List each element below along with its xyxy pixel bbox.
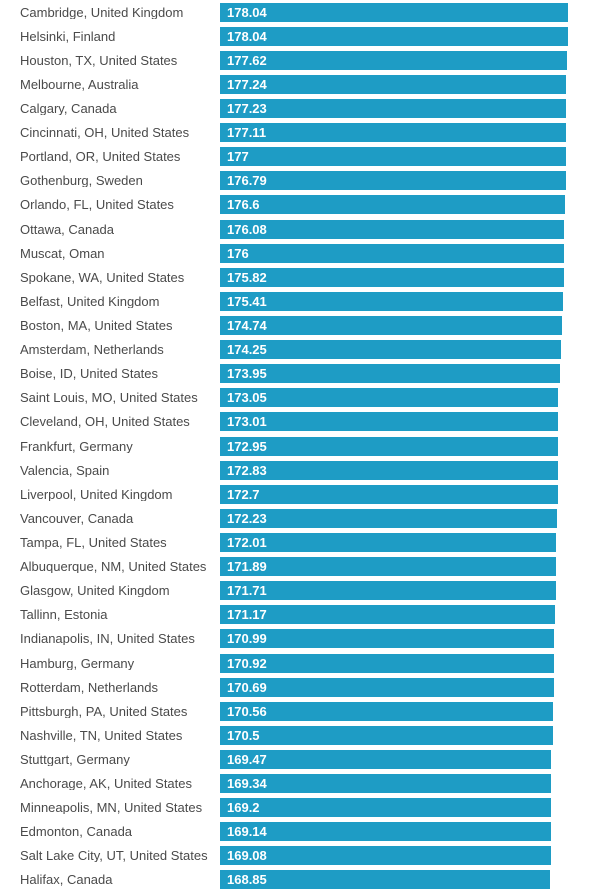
chart-row: [0, 651, 613, 675]
chart-row: [0, 24, 613, 48]
value-bar: [220, 27, 568, 46]
value-bar: [220, 678, 554, 697]
bar-value-label: 171.17: [227, 607, 267, 623]
bar-value-label: 170.92: [227, 655, 267, 671]
value-bar: [220, 340, 561, 359]
bar-value-label: 169.2: [227, 800, 260, 816]
value-bar: [220, 388, 558, 407]
bar-value-label: 169.47: [227, 751, 267, 767]
value-bar: [220, 774, 551, 793]
value-bar: [220, 654, 554, 673]
bar-value-label: 174.74: [227, 317, 267, 333]
value-bar: [220, 220, 564, 239]
category-label: Vancouver, Canada: [20, 511, 134, 525]
chart-row: [0, 48, 613, 72]
chart-row: [0, 603, 613, 627]
category-label: Ottawa, Canada: [20, 222, 114, 236]
bar-value-label: 172.7: [227, 486, 260, 502]
value-bar: [220, 509, 557, 528]
chart-row: [0, 458, 613, 482]
value-bar: [220, 726, 553, 745]
category-label: Tampa, FL, United States: [20, 535, 167, 549]
value-bar: [220, 412, 558, 431]
category-label: Nashville, TN, United States: [20, 728, 183, 742]
bar-value-label: 177.23: [227, 100, 267, 116]
bar-value-label: 176.08: [227, 221, 267, 237]
value-bar: [220, 846, 551, 865]
category-label: Saint Louis, MO, United States: [20, 391, 198, 405]
value-bar: [220, 870, 550, 889]
bar-value-label: 173.05: [227, 390, 267, 406]
category-label: Melbourne, Australia: [20, 77, 139, 91]
chart-row: [0, 362, 613, 386]
bar-value-label: 169.34: [227, 776, 267, 792]
category-label: Halifax, Canada: [20, 873, 113, 887]
category-label: Indianapolis, IN, United States: [20, 632, 195, 646]
chart-row: [0, 72, 613, 96]
value-bar: [220, 292, 563, 311]
value-bar: [220, 461, 558, 480]
bar-value-label: 177.11: [227, 125, 267, 141]
value-bar: [220, 605, 555, 624]
value-bar: [220, 268, 564, 287]
bar-value-label: 170.5: [227, 727, 260, 743]
chart-row: [0, 338, 613, 362]
chart-row: [0, 820, 613, 844]
chart-row: [0, 169, 613, 193]
chart-row: [0, 506, 613, 530]
chart-row: [0, 723, 613, 747]
category-label: Calgary, Canada: [20, 101, 117, 115]
category-label: Anchorage, AK, United States: [20, 777, 192, 791]
chart-row: [0, 675, 613, 699]
bar-value-label: 178.04: [227, 4, 267, 20]
chart-row: [0, 772, 613, 796]
bar-value-label: 174.25: [227, 342, 267, 358]
bar-value-label: 169.08: [227, 848, 267, 864]
bar-value-label: 168.85: [227, 872, 267, 888]
bar-value-label: 177.24: [227, 76, 267, 92]
value-bar: [220, 3, 568, 22]
category-label: Cleveland, OH, United States: [20, 415, 190, 429]
category-label: Salt Lake City, UT, United States: [20, 849, 208, 863]
bar-value-label: 172.23: [227, 510, 267, 526]
category-label: Hamburg, Germany: [20, 656, 135, 670]
chart-row: [0, 699, 613, 723]
category-label: Cincinnati, OH, United States: [20, 126, 190, 140]
bar-value-label: 176.79: [227, 173, 267, 189]
bar-value-label: 176: [227, 245, 249, 261]
category-label: Boston, MA, United States: [20, 318, 173, 332]
category-label: Pittsburgh, PA, United States: [20, 704, 188, 718]
chart-row: [0, 482, 613, 506]
value-bar: [220, 798, 551, 817]
value-bar: [220, 195, 565, 214]
bar-value-label: 175.82: [227, 269, 267, 285]
category-label: Gothenburg, Sweden: [20, 174, 143, 188]
value-bar: [220, 533, 556, 552]
value-bar: [220, 123, 566, 142]
category-label: Edmonton, Canada: [20, 825, 133, 839]
value-bar: [220, 364, 560, 383]
bar-value-label: 170.56: [227, 703, 267, 719]
chart-row: [0, 530, 613, 554]
category-label: Cambridge, United Kingdom: [20, 5, 184, 19]
category-label: Rotterdam, Netherlands: [20, 680, 159, 694]
chart-row: [0, 844, 613, 868]
chart-row: [0, 555, 613, 579]
category-label: Houston, TX, United States: [20, 53, 178, 67]
value-bar: [220, 629, 554, 648]
chart-row: [0, 796, 613, 820]
chart-row: [0, 579, 613, 603]
value-bar: [220, 485, 558, 504]
category-label: Orlando, FL, United States: [20, 198, 174, 212]
category-label: Helsinki, Finland: [20, 29, 116, 43]
category-label: Albuquerque, NM, United States: [20, 560, 207, 574]
bar-value-label: 177: [227, 149, 249, 165]
value-bar: [220, 702, 553, 721]
chart-row: [0, 145, 613, 169]
bar-value-label: 170.69: [227, 679, 267, 695]
category-label: Spokane, WA, United States: [20, 270, 185, 284]
bar-value-label: 177.62: [227, 52, 267, 68]
chart-row: [0, 434, 613, 458]
chart-row: [0, 747, 613, 771]
bar-value-label: 173.95: [227, 366, 267, 382]
bar-value-label: 171.89: [227, 559, 267, 575]
category-label: Boise, ID, United States: [20, 367, 159, 381]
category-label: Belfast, United Kingdom: [20, 294, 160, 308]
chart-row: [0, 217, 613, 241]
category-label: Amsterdam, Netherlands: [20, 343, 164, 357]
value-bar: [220, 244, 564, 263]
bar-value-label: 176.6: [227, 197, 260, 213]
bar-value-label: 173.01: [227, 414, 267, 430]
category-label: Muscat, Oman: [20, 246, 105, 260]
value-bar: [220, 99, 566, 118]
bar-value-label: 172.83: [227, 462, 267, 478]
bar-value-label: 172.01: [227, 534, 267, 550]
value-bar: [220, 822, 551, 841]
category-label: Valencia, Spain: [20, 463, 110, 477]
category-label: Liverpool, United Kingdom: [20, 487, 173, 501]
chart-row: [0, 0, 613, 24]
category-label: Portland, OR, United States: [20, 150, 181, 164]
value-bar: [220, 171, 566, 190]
chart-row: [0, 868, 613, 892]
value-bar: [220, 557, 556, 576]
bar-value-label: 171.71: [227, 583, 267, 599]
category-label: Frankfurt, Germany: [20, 439, 133, 453]
category-label: Stuttgart, Germany: [20, 752, 130, 766]
bar-value-label: 169.14: [227, 824, 267, 840]
bar-value-label: 178.04: [227, 28, 267, 44]
bar-value-label: 172.95: [227, 438, 267, 454]
chart-row: [0, 241, 613, 265]
value-bar: [220, 750, 551, 769]
value-bar: [220, 437, 558, 456]
category-label: Minneapolis, MN, United States: [20, 801, 203, 815]
chart-row: [0, 313, 613, 337]
value-bar: [220, 147, 566, 166]
value-bar: [220, 581, 556, 600]
chart-row: [0, 627, 613, 651]
chart-row: [0, 265, 613, 289]
value-bar: [220, 51, 567, 70]
chart-row: [0, 289, 613, 313]
value-bar: [220, 316, 562, 335]
chart-row: [0, 96, 613, 120]
chart-row: [0, 386, 613, 410]
chart-row: [0, 121, 613, 145]
bar-value-label: 170.99: [227, 631, 267, 647]
value-bar: [220, 75, 566, 94]
chart-row: [0, 410, 613, 434]
category-label: Glasgow, United Kingdom: [20, 584, 170, 598]
category-label: Tallinn, Estonia: [20, 608, 108, 622]
chart-row: [0, 193, 613, 217]
bar-value-label: 175.41: [227, 293, 267, 309]
